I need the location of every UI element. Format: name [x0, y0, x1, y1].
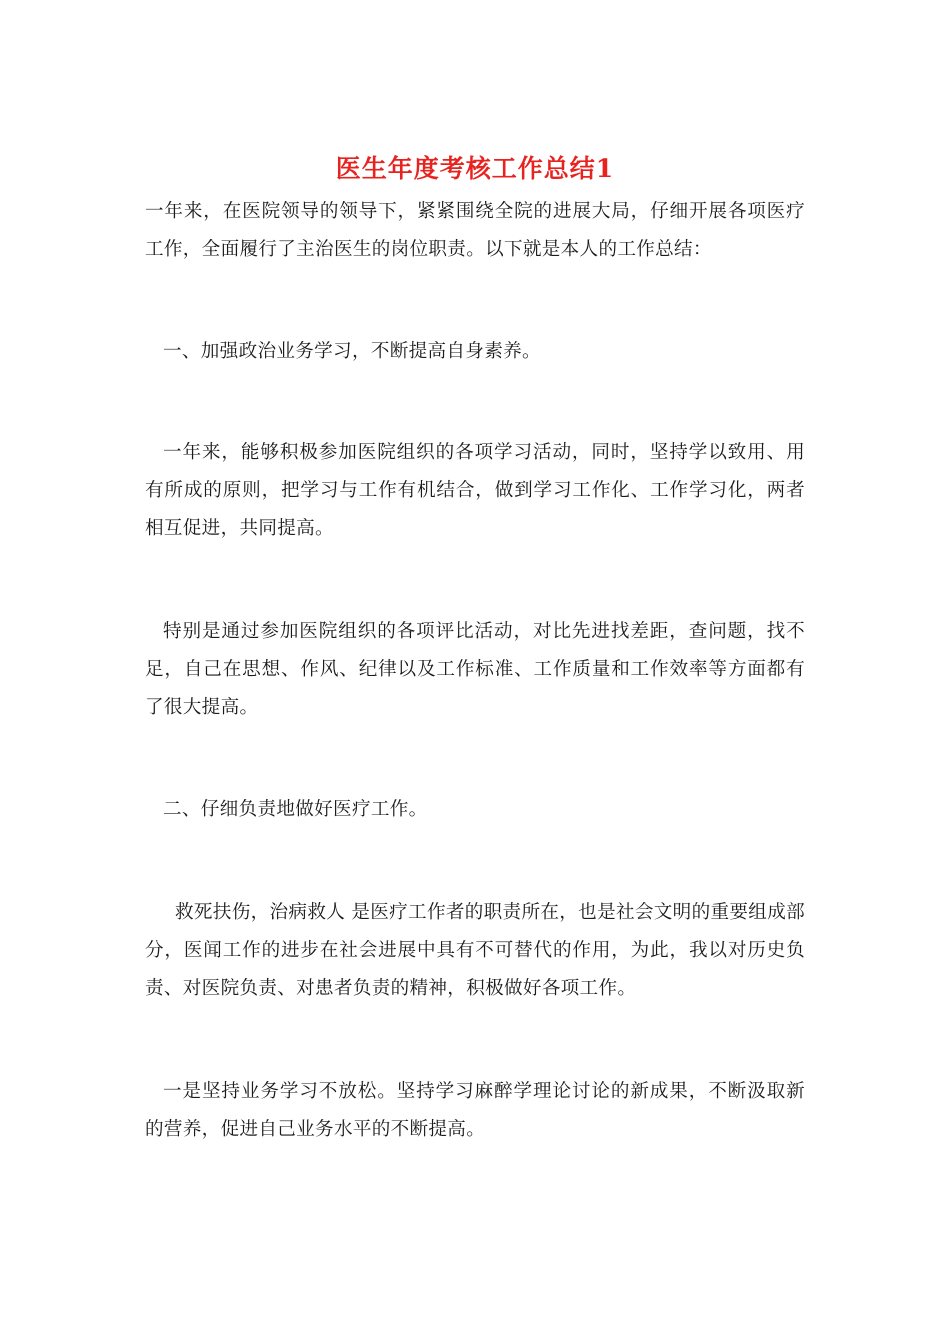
paragraph-point-one: 一是坚持业务学习不放松。坚持学习麻醉学理论讨论的新成果，不断汲取新的营养，促进自己业务水平的不断提高。 — [145, 1081, 805, 1140]
paragraph-duty: 救死扶伤，治病救人 是医疗工作者的职责所在，也是社会文明的重要组成部分，医闻工作的进步在社会进展中具有不可替代的作用，为此，我以对历史负责、对医院负责、对患者负责的精神，积极做好各项工作。 — [145, 902, 805, 999]
paragraph-intro: 一年来，在医院领导的领导下，紧紧围绕全院的进展大局，仔细开展各项医疗工作，全面履行了主治医生的岗位职责。以下就是本人的工作总结： — [145, 201, 805, 260]
document-title: 医生年度考核工作总结1 — [335, 154, 615, 183]
section-heading-1: 一、加强政治业务学习，不断提高自身素养。 — [163, 341, 541, 362]
paragraph-evaluation: 特别是通过参加医院组织的各项评比活动，对比先进找差距，查问题，找不足，自己在思想、作风、纪律以及工作标准、工作质量和工作效率等方面都有了很大提高。 — [145, 621, 805, 718]
paragraph-study: 一年来，能够积极参加医院组织的各项学习活动，同时，坚持学以致用、用有所成的原则，把学习与工作有机结合，做到学习工作化、工作学习化，两者相互促进，共同提高。 — [145, 442, 805, 539]
section-heading-2: 二、仔细负责地做好医疗工作。 — [163, 799, 428, 820]
